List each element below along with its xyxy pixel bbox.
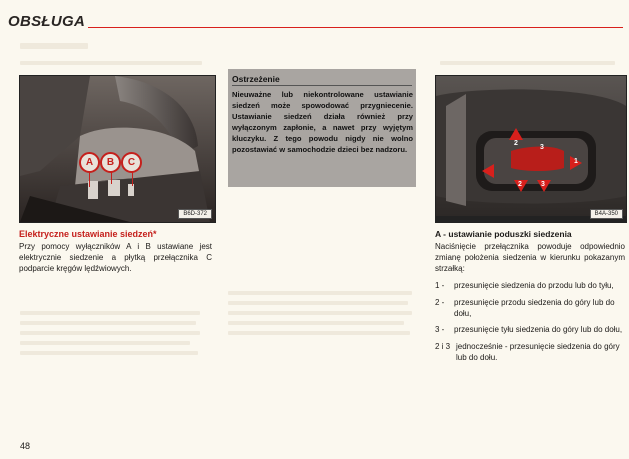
arrow-number-3: 3 [540,144,544,151]
list-item [435,281,625,292]
list-item-text: jednocześnie - przesunięcie siedzenia do góry lub do dołu. [456,342,620,362]
figure-ref: B6D-372 [178,209,212,219]
list-item-number: 3 - [435,325,445,335]
cushion-intro: Naciśnięcie przełącznika powoduje odpowiednio zmianę położenia siedzenia w kierunku pokazanym strzałką: [435,242,625,273]
arrow-number-2: 2 [514,140,518,147]
cushion-switch-photo [435,75,627,223]
chapter-title: OBSŁUGA [8,13,86,30]
header-rule [88,27,623,28]
list-item-text: przesunięcie siedzenia do przodu lub do tyłu, [454,281,614,290]
seat-heading: Elektryczne ustawianie siedzeń* [19,229,157,239]
figure-ref: B4A-350 [590,209,623,219]
list-item [435,342,625,364]
callout-leader-a [89,172,90,187]
list-item [435,298,625,320]
cushion-heading: A - ustawianie poduszki siedzenia [435,229,572,239]
list-item-number: 2 - [435,297,445,307]
callout-a: A [79,152,100,173]
arrow-number-1: 1 [488,168,492,175]
callout-b: B [100,152,121,173]
arrow-number-2b: 2 [518,181,522,188]
list-item-text: przesunięcie tyłu siedzenia do góry lub do dołu, [454,325,623,335]
callout-c: C [121,152,142,173]
page-number: 48 [20,441,31,451]
warning-separator [232,85,412,86]
warning-box [228,69,416,187]
list-item-number: 1 - [435,281,445,290]
warning-text: Nieuważne lub niekontrolowane ustawianie siedzeń może spowodować przygniecenie. Ustawianie siedzeń działa również przy wyłączonym zapłonie, a nawet przy wyjętym kluczyku. Z tego powodu nigdy nie wolno pozostawiać w samochodzie dzieci bez nadzoru. [232,90,413,154]
arrow-left-icon [482,164,494,178]
arrow-number-1b: 1 [574,158,578,165]
callout-leader-b [111,172,112,184]
seat-body: Przy pomocy wyłączników A i B ustawiane jest elektrycznie siedzenie a płytką przełącznika C podparcie kręgów lędźwiowych. [19,242,212,273]
switch-illustration [436,76,626,222]
list-item-number: 2 i 3 [435,342,451,352]
adjustment-list [435,281,625,370]
list-item-text: przesunięcie przodu siedzenia do góry lub do dołu, [454,297,615,318]
arrow-number-3b: 3 [541,181,545,188]
list-item [435,325,625,336]
seat-illustration [20,76,215,222]
warning-title: Ostrzeżenie [232,74,280,84]
seat-switch-photo [19,75,216,223]
callout-leader-c [132,172,133,186]
arrow-up-icon [509,128,523,140]
